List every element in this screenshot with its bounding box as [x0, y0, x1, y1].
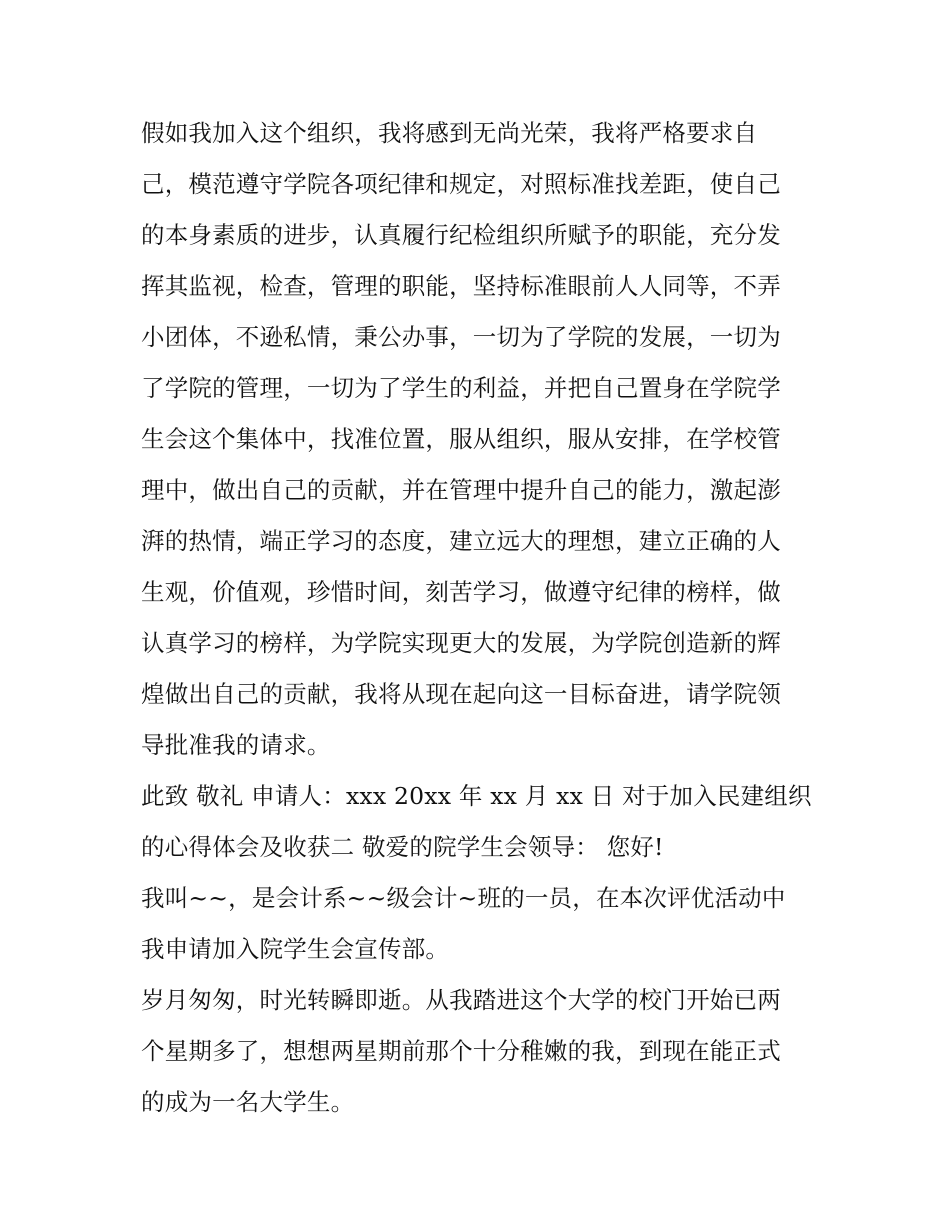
text-line: 煌做出自己的贡献，我将从现在起向这一目标奋进，请学院领 [141, 680, 781, 708]
text-line: 生会这个集体中，找准位置，服从组织，服从安排，在学校管 [141, 425, 781, 453]
body-text [141, 108, 821, 1128]
text-line: 此致 敬礼 申请人：xxx 20xx 年 xx 月 xx 日 对于加入民建组织 [141, 782, 812, 810]
text-line: 小团体，不逊私情，秉公办事，一切为了学院的发展，一切为 [141, 323, 781, 351]
text-line: 假如我加入这个组织，我将感到无尚光荣，我将严格要求自 [141, 119, 758, 147]
text-line: 岁月匆匆，时光转瞬即逝。从我踏进这个大学的校门开始已两 [141, 986, 781, 1014]
text-line: 我申请加入院学生会宣传部。 [141, 935, 450, 963]
text-line: 了学院的管理，一切为了学生的利益，并把自己置身在学院学 [141, 374, 781, 402]
text-line: 导批准我的请求。 [141, 731, 331, 759]
text-line: 理中，做出自己的贡献，并在管理中提升自己的能力，激起澎 [141, 476, 781, 504]
text-line: 湃的热情，端正学习的态度，建立远大的理想，建立正确的人 [141, 527, 781, 555]
text-line: 挥其监视，检查，管理的职能，坚持标准眼前人人同等，不弄 [141, 272, 781, 300]
text-line: 的心得体会及收获二 敬爱的院学生会领导： 您好! [141, 833, 664, 861]
text-line: 的成为一名大学生。 [141, 1088, 355, 1116]
text-line: 我叫~~，是会计系~~级会计~班的一员，在本次评优活动中 [141, 884, 786, 912]
text-line: 生观，价值观，珍惜时间，刻苦学习，做遵守纪律的榜样，做 [141, 578, 781, 606]
text-line: 的本身素质的进步，认真履行纪检组织所赋予的职能，充分发 [141, 221, 781, 249]
text-line: 己，模范遵守学院各项纪律和规定，对照标准找差距，使自己 [141, 170, 781, 198]
text-line: 个星期多了，想想两星期前那个十分稚嫩的我，到现在能正式 [141, 1037, 781, 1065]
text-line: 认真学习的榜样，为学院实现更大的发展，为学院创造新的辉 [141, 629, 781, 657]
